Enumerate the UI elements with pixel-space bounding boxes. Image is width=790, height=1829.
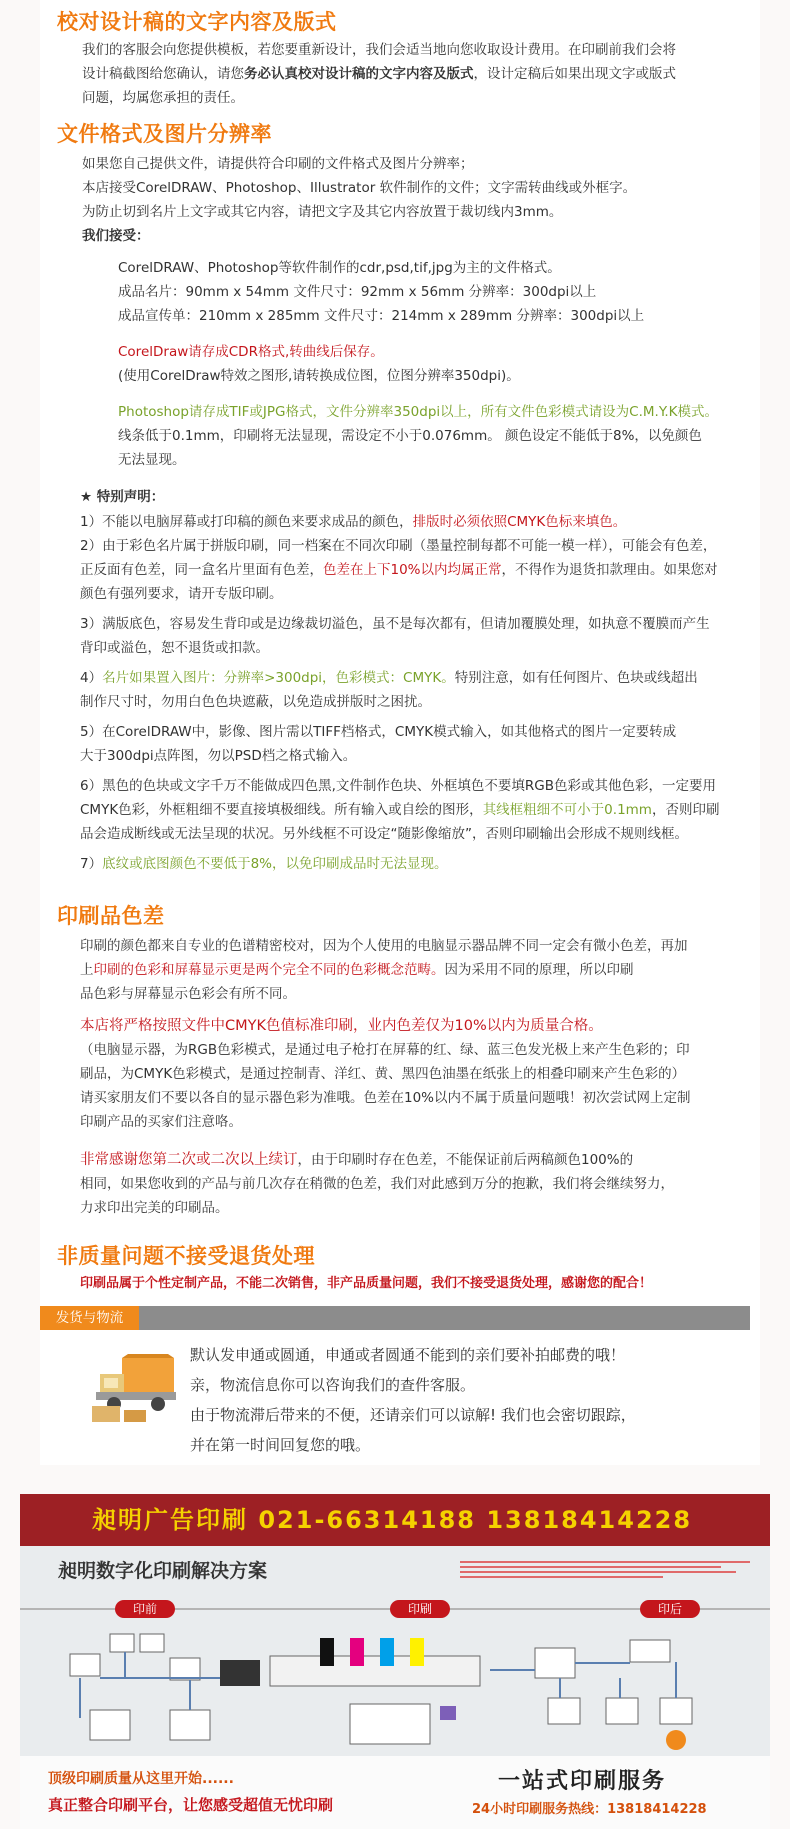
- color-line: 印刷产品的买家们注意咯。: [80, 1114, 242, 1130]
- notice-text: CMYK色彩，外框粗细不要直接填极细线。所有输入或自绘的图形，: [80, 802, 483, 818]
- notice-emphasis: 名片如果置入图片：分辨率>300dpi，色彩模式：CMYK。: [102, 670, 455, 686]
- stage-print: 印刷: [390, 1600, 450, 1618]
- reorder-line: [80, 1148, 633, 1172]
- promo-contact: 昶明广告印刷 021-66314188 13818414228: [92, 1506, 693, 1534]
- notice-text: 6）黑色的色块或文字千万不能做成四色黑,文件制作色块、外框填色不要填RGB色彩或其他色彩，一定要用: [80, 778, 716, 794]
- color-text: 因为采用不同的原理，所以印刷: [444, 962, 634, 978]
- reorder-text: ，由于印刷时存在色差，不能保证前后两稿颜色100%的: [297, 1152, 634, 1168]
- color-line: 印刷的颜色都来自专业的色谱精密校对，因为个人使用的电脑显示器品牌不同一定会有微小色差，再加: [80, 938, 688, 954]
- notice-line: [80, 720, 676, 744]
- notice-text: 3）满版底色，容易发生背印或是边缘裁切溢色，虽不是每次都有，但请加覆膜处理，如执意不覆膜而产生: [80, 616, 710, 632]
- notice-text: ，不得作为退货扣款理由。如果您对: [501, 562, 718, 578]
- format-line: 为防止切到名片上文字或其它内容，请把文字及其它内容放置于裁切线内3mm。: [82, 204, 563, 220]
- notice-text: 大于300dpi点阵图，勿以PSD档之格式输入。: [80, 748, 357, 764]
- notice-text: 品会造成断线或无法呈现的状况。另外线框不可设定“随影像缩放”，否则印刷输出会形成不规则线框。: [80, 826, 688, 842]
- accept-label: 我们接受：: [82, 228, 150, 244]
- notice-line: [80, 612, 710, 636]
- color-emphasis: 印刷的色彩和屏幕显示更是两个完全不同的色彩概念范畴。: [93, 962, 445, 978]
- notice-line: [80, 666, 698, 690]
- line-note: 无法显现。: [118, 452, 186, 468]
- photoshop-requirement: Photoshop请存成TIF或JPG格式，文件分辨率350dpi以上，所有文件色彩模式请设为C.M.Y.K模式。: [118, 404, 718, 420]
- corel-note: (使用CorelDraw特效之图形,请转换成位图，位图分辨率350dpi)。: [118, 368, 520, 384]
- printing-workflow-illustration: [20, 1618, 770, 1756]
- notice-text: 背印或溢色，恕不退货或扣款。: [80, 640, 269, 656]
- delivery-truck-icon: [92, 1352, 180, 1424]
- notice-line: [80, 558, 718, 582]
- notice-emphasis: 其线框粗细不可小于0.1mm: [482, 802, 652, 818]
- format-line: 如果您自己提供文件，请提供符合印刷的文件格式及图片分辨率；: [82, 156, 474, 172]
- proof-text: 我们的客服会向您提供模板，若您要重新设计，我们会适当地向您收取设计费用。在印刷前我们会将: [82, 42, 676, 58]
- notice-line: [80, 534, 716, 558]
- color-line: （电脑显示器，为RGB色彩模式，是通过电子枪打在屏幕的红、绿、蓝三色发光极上来产生色彩的；印: [80, 1042, 690, 1058]
- notice-text: 7）: [80, 856, 103, 872]
- proof-emphasis: 务必认真校对设计稿的文字内容及版式: [244, 66, 474, 82]
- promo-slogan-2: 真正整合印刷平台，让您感受超值无忧印刷: [48, 1796, 334, 1814]
- color-line: 请买家朋友们不要以各自的显示器色彩为准哦。色差在10%以内不属于质量问题哦！初次尝试网上定制: [80, 1090, 691, 1106]
- corel-requirement: CorelDraw请存成CDR格式,转曲线后保存。: [118, 344, 384, 360]
- color-line: [80, 958, 634, 982]
- shipping-tag: 发货与物流: [40, 1306, 139, 1330]
- proof-line-2: [82, 62, 676, 86]
- promo-diagram: [20, 1546, 770, 1756]
- notice-text: 4）: [80, 670, 103, 686]
- proof-line-3: [82, 86, 244, 110]
- stage-prepress: 印前: [115, 1600, 175, 1618]
- color-standard: 本店将严格按照文件中CMYK色值标准印刷，业内色差仅为10%以内为质量合格。: [80, 1018, 603, 1034]
- promo-footer: [20, 1756, 770, 1829]
- notice-text: 2）由于彩色名片属于拼版印刷，同一档案在不同次印刷（墨量控制每都不可能一模一样），可能会有色差，: [80, 538, 717, 554]
- color-line: 刷品，为CMYK色彩模式，是通过控制青、洋红、黄、黑四色油墨在纸张上的相叠印刷来产生色彩的）: [80, 1066, 686, 1082]
- proof-text: 问题，均属您承担的责任。: [82, 90, 244, 106]
- section-title-format: 文件格式及图片分辨率: [57, 122, 272, 146]
- promo-hotline: 24小时印刷服务热线：13818414228: [472, 1802, 707, 1817]
- promo-slogan-1: 顶级印刷质量从这里开始......: [48, 1771, 234, 1787]
- notice-emphasis: 底纹或底图颜色不要低于8%，以免印刷成品时无法显现。: [102, 856, 448, 872]
- color-line: 品色彩与屏幕显示色彩会有所不同。: [80, 986, 296, 1002]
- refund-policy: 印刷品属于个性定制产品，不能二次销售，非产品质量问题，我们不接受退货处理，感谢您的配合！: [80, 1276, 653, 1291]
- shipping-bar: [40, 1306, 750, 1330]
- notice-line: [80, 822, 688, 846]
- shipping-line: 亲，物流信息你可以咨询我们的查件客服。: [190, 1376, 476, 1394]
- shipping-line: 默认发申通或圆通，申通或者圆通不能到的亲们要补拍邮费的哦！: [190, 1346, 626, 1364]
- promo-service-title: 一站式印刷服务: [498, 1769, 667, 1794]
- notice-line: [80, 636, 269, 660]
- reorder-line: 相同，如果您收到的产品与前几次存在稍微的色差，我们对此感到万分的抱歉，我们将会继续努力，: [80, 1176, 674, 1192]
- notice-line: [80, 774, 716, 798]
- shipping-line: 由于物流滞后带来的不便，还请亲们可以谅解! 我们也会密切跟踪，: [190, 1406, 636, 1424]
- stage-postpress: 印后: [640, 1600, 700, 1618]
- notice-line: [80, 690, 431, 714]
- notice-text: 特别注意，如有任何图片、色块或线超出: [454, 670, 698, 686]
- notice-text: 颜色有强列要求，请开专版印刷。: [80, 586, 283, 602]
- notice-text: 5）在CorelDRAW中，影像、图片需以TIFF档格式，CMYK模式输入，如其他格式的图片一定要转成: [80, 724, 677, 740]
- notice-text: ，否则印刷: [651, 802, 720, 818]
- color-text: 上: [80, 962, 94, 978]
- promo-subtitle: 昶明数字化印刷解决方案: [58, 1560, 268, 1582]
- notice-emphasis: 排版时必须依照CMYK色标来填色。: [412, 514, 627, 530]
- proof-text: ，设计定稿后如果出现文字或版式: [473, 66, 676, 82]
- accept-line: CorelDRAW、Photoshop等软件制作的cdr,psd,tif,jpg为主的文件格式。: [118, 260, 561, 276]
- notice-line: [80, 744, 356, 768]
- section-title-proof: 校对设计稿的文字内容及版式: [57, 10, 337, 34]
- reorder-line: 力求印出完美的印刷品。: [80, 1200, 229, 1216]
- promo-fine-print: [460, 1558, 750, 1586]
- accept-line: 成品名片：90mm x 54mm 文件尺寸：92mm x 56mm 分辨率：300dpi以上: [118, 284, 597, 300]
- promo-header: [20, 1494, 770, 1546]
- notice-line: [80, 852, 448, 876]
- notice-text: 制作尺寸时，勿用白色色块遮蔽，以免造成拼版时之困扰。: [80, 694, 431, 710]
- promo-banner: [20, 1494, 770, 1829]
- notice-text: 正反面有色差，同一盒名片里面有色差，: [80, 562, 323, 578]
- section-title-color: 印刷品色差: [57, 904, 165, 928]
- proof-text: 设计稿截图给您确认，请您: [82, 66, 244, 82]
- notice-line: [80, 510, 626, 534]
- notice-line: [80, 798, 719, 822]
- notice-emphasis: 色差在上下10%以内均属正常: [323, 562, 502, 578]
- notice-text: 1）不能以电脑屏幕或打印稿的颜色来要求成品的颜色，: [80, 514, 413, 530]
- section-title-refund: 非质量问题不接受退货处理: [57, 1244, 315, 1268]
- accept-line: 成品宣传单：210mm x 285mm 文件尺寸：214mm x 289mm 分辨率：300dpi以上: [118, 308, 645, 324]
- proof-line-1: [82, 38, 676, 62]
- notice-title: ★ 特别声明：: [80, 489, 165, 505]
- shipping-line: 并在第一时间回复您的哦。: [190, 1436, 371, 1454]
- reorder-emphasis: 非常感谢您第二次或二次以上续订: [80, 1152, 298, 1168]
- notice-line: [80, 582, 283, 606]
- line-note: 线条低于0.1mm，印刷将无法显现，需设定不小于0.076mm。 颜色设定不能低于8%，以免颜色: [118, 428, 702, 444]
- format-line: 本店接受CorelDRAW、Photoshop、Illustrator 软件制作的文件；文字需转曲线或外框字。: [82, 180, 637, 196]
